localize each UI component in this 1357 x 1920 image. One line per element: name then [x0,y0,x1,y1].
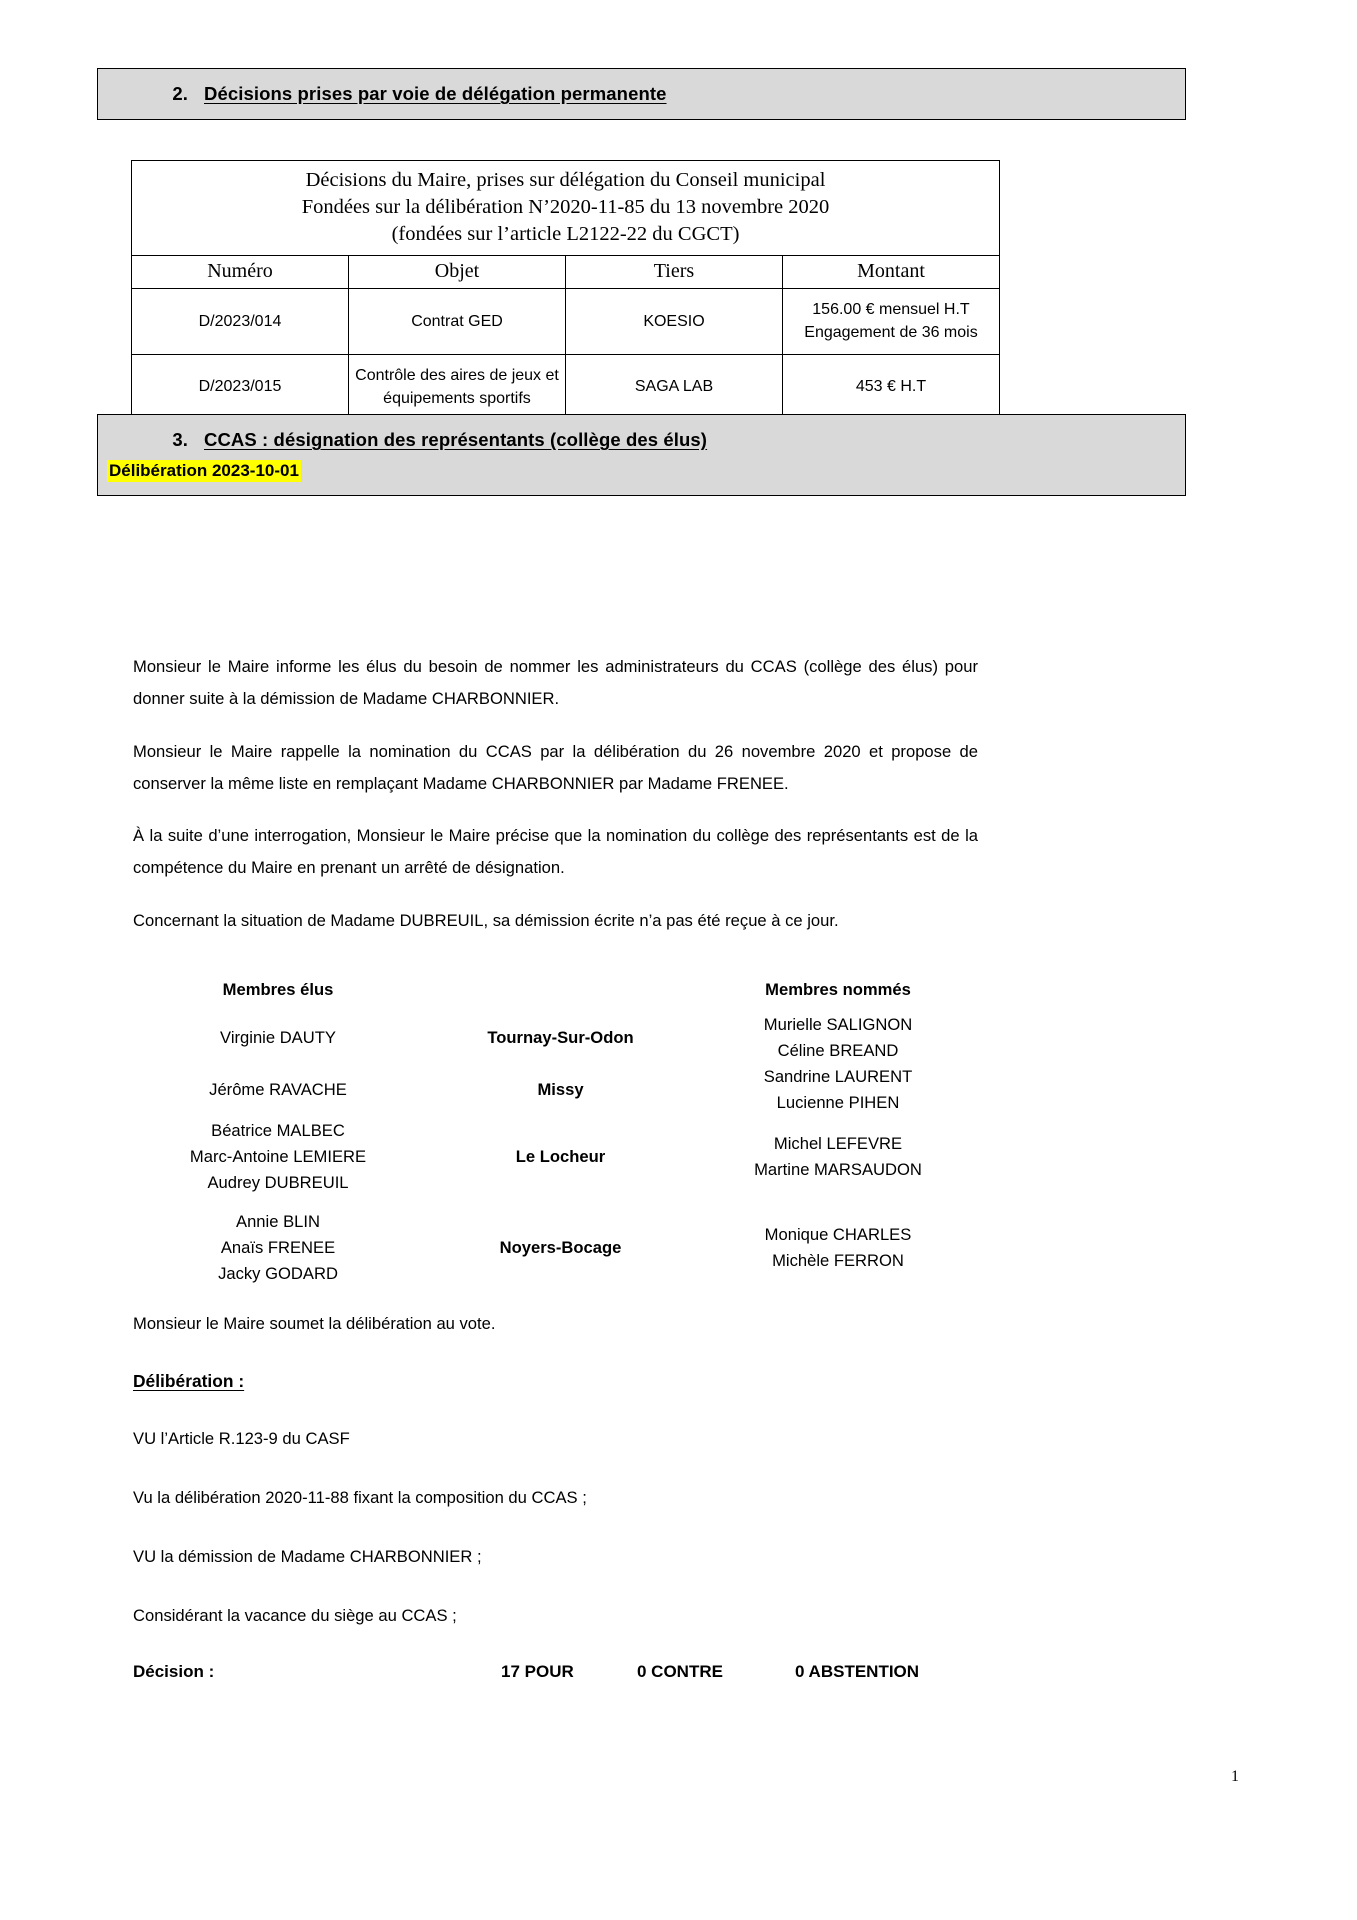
table-caption-row [132,161,1000,256]
decisions-table [131,160,1000,420]
member-nomme: Monique CHARLES [764,1225,912,1245]
section-3-heading-line [98,429,1185,451]
members-group-row [133,1014,978,1062]
section-3-title: CCAS : désignation des représentants (collège des élus) [204,429,708,450]
column-header-tiers: Tiers [566,256,783,289]
column-header-numero: Numéro [132,256,349,289]
page-number: 1 [1231,1768,1239,1785]
member-elu: Anaïs FRENEE [220,1238,336,1258]
members-nommes-cell [698,1012,978,1063]
members-elus-cell [133,1025,423,1051]
cell-objet-line-1: Contrôle des aires de jeux et [355,366,559,384]
members-header-commune [423,980,698,1000]
members-commune-cell: Le Locheur [515,1147,606,1166]
member-elu: Audrey DUBREUIL [207,1172,349,1192]
section-2-heading-line [98,83,667,105]
caption-line-2: Fondées sur la délibération N’2020-11-85 du 13 novembre 2020 [301,196,830,219]
member-nomme: Michel LEFEVRE [773,1134,903,1154]
cell-montant-line-1: 156.00 € mensuel H.T [812,301,970,319]
deliberation-section-title: Délibération : [133,1371,245,1391]
cell-tiers: KOESIO [566,289,783,354]
member-elu: Annie BLIN [236,1212,320,1232]
cell-numero: D/2023/014 [132,289,349,354]
paragraph-2: Monsieur le Maire rappelle la nomination du CCAS par la délibération du 26 novembre 2020 et propose de conserver la même liste en remplaçant Madame CHARBONNIER par Madame FRENEE. [133,742,978,794]
decision-contre-count: 0 CONTRE [637,1662,723,1681]
section-2-heading-banner [97,68,1186,120]
table-caption-cell [132,161,1000,256]
members-commune-cell: Tournay-Sur-Odon [487,1028,634,1047]
considerant-3: VU la démission de Madame CHARBONNIER ; [133,1547,482,1566]
paragraph-1: Monsieur le Maire informe les élus du besoin de nommer les administrateurs du CCAS (collège des élus) pour donner suite à la démission de Madame CHARBONNIER. [133,657,978,709]
member-elu: Jacky GODARD [218,1263,338,1283]
member-elu: Béatrice MALBEC [211,1121,345,1141]
member-elu: Virginie DAUTY [220,1028,336,1048]
members-nommes-cell [698,1064,978,1115]
section-2-title: Décisions prises par voie de délégation permanente [204,83,667,104]
cell-montant [783,289,1000,354]
caption-line-3: (fondées sur l’article L2122-22 du CGCT) [391,223,740,246]
cell-numero: D/2023/015 [132,354,349,419]
considerant-2: Vu la délibération 2020-11-88 fixant la composition du CCAS ; [133,1488,587,1507]
table-row [132,289,1000,354]
member-nomme: Murielle SALIGNON [763,1015,913,1035]
decision-summary-row [133,1662,978,1682]
paragraph-4: Concernant la situation de Madame DUBREUIL, sa démission écrite n’a pas été reçue à ce jour. [133,911,839,930]
section-3-number: 3. [172,429,188,450]
deliberation-badge: Délibération 2023-10-01 [109,461,299,480]
members-header-nommes: Membres nommés [765,980,911,999]
table-row [132,354,1000,419]
members-header-row [133,980,978,1000]
members-group-row [133,1064,978,1116]
members-nommes-cell [698,1222,978,1273]
member-elu: Jérôme RAVACHE [209,1080,347,1100]
decision-abstention-count: 0 ABSTENTION [795,1662,920,1681]
member-nomme: Lucienne PIHEN [776,1093,900,1112]
column-header-objet: Objet [349,256,566,289]
member-nomme: Sandrine LAURENT [763,1067,913,1087]
cell-objet-line-2: équipements sportifs [383,389,531,407]
members-elus-cell [133,1209,423,1286]
members-commune-cell: Missy [537,1080,584,1099]
members-group-row [133,1200,978,1296]
members-elus-cell [133,1118,423,1195]
member-nomme: Céline BREAND [777,1041,899,1060]
section-3-heading-banner [97,414,1186,496]
member-nomme: Michèle FERRON [772,1251,904,1270]
section-2-number: 2. [172,83,188,104]
members-table [133,980,978,1296]
cell-objet: Contrat GED [349,289,566,354]
table-header-row [132,256,1000,289]
considerant-4: Considérant la vacance du siège au CCAS ; [133,1606,457,1625]
cell-montant-line-2: Engagement de 36 mois [804,324,978,342]
cell-montant: 453 € H.T [783,354,1000,419]
vote-intro-text: Monsieur le Maire soumet la délibération au vote. [133,1314,496,1333]
cell-objet [349,354,566,419]
considerant-1: VU l’Article R.123-9 du CASF [133,1429,350,1448]
decision-label: Décision : [133,1662,215,1681]
column-header-montant: Montant [783,256,1000,289]
members-header-elus: Membres élus [222,980,334,999]
member-nomme: Martine MARSAUDON [754,1160,922,1179]
members-elus-cell [133,1077,423,1103]
members-group-row [133,1116,978,1198]
cell-tiers: SAGA LAB [566,354,783,419]
decision-pour-count: 17 POUR [501,1662,574,1681]
members-nommes-cell [698,1131,978,1182]
member-elu: Marc-Antoine LEMIERE [189,1147,367,1167]
paragraph-3: À la suite d’une interrogation, Monsieur le Maire précise que la nomination du collège des représentants est de la compétence du Maire en prenant un arrêté de désignation. [133,826,978,878]
caption-line-1: Décisions du Maire, prises sur délégation du Conseil municipal [305,169,826,191]
deliberation-badge-wrapper [98,461,1185,481]
members-commune-cell: Noyers-Bocage [499,1238,622,1257]
